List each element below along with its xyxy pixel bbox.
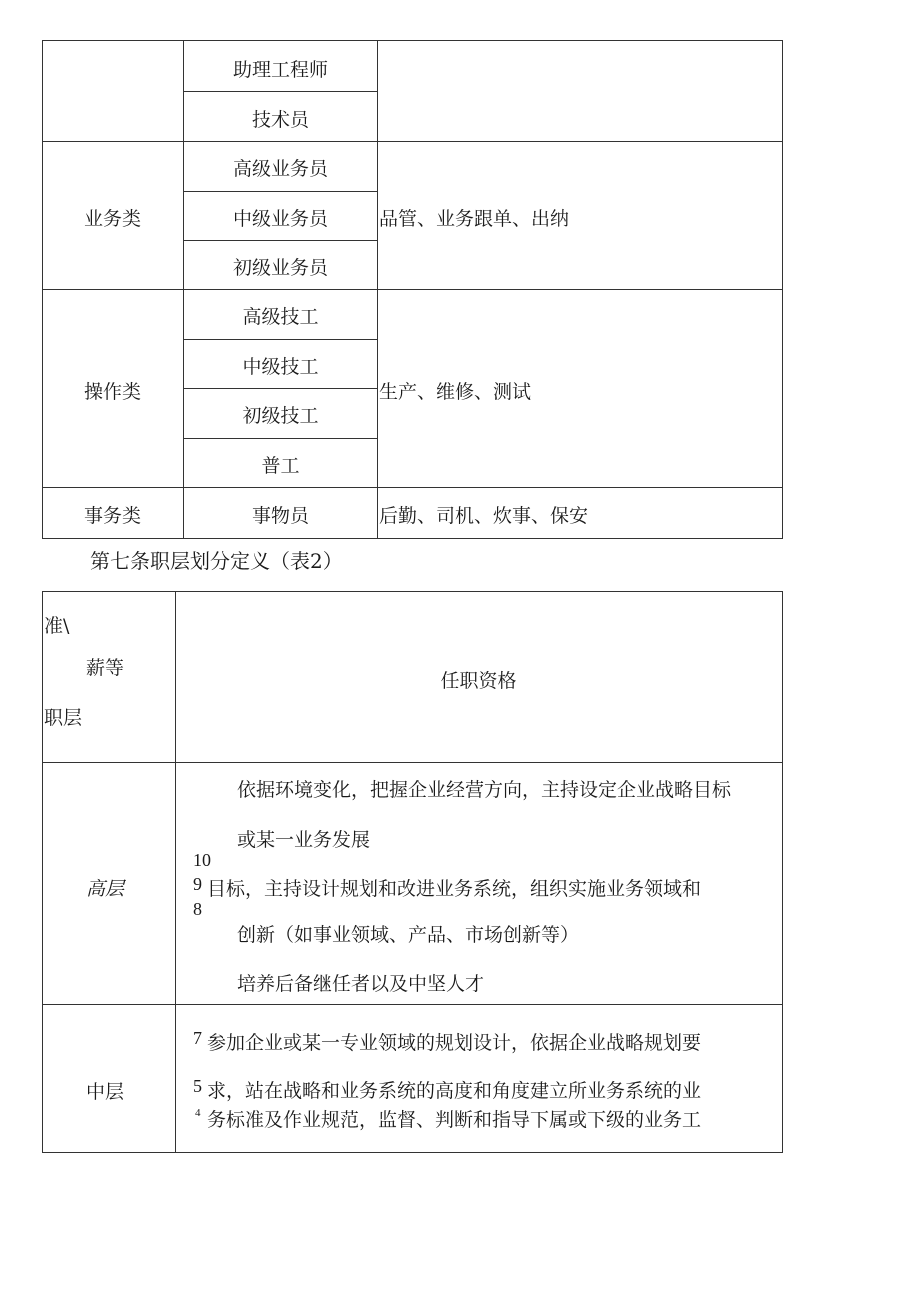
qualification-line: 依据环境变化，把握企业经营方向，主持设定企业战略目标 — [237, 779, 732, 801]
level-cell: 初级技工 — [242, 405, 319, 427]
duties-cell: 后勤、司机、炊事、保安 — [379, 505, 589, 527]
level-cell: 高级业务员 — [232, 158, 328, 180]
duties-cell: 生产、维修、测试 — [379, 381, 532, 403]
level-cell: 普工 — [261, 455, 300, 477]
qualification-line: 参加企业或某一专业领域的规划设计，依据企业战略规划要 — [207, 1032, 702, 1054]
duties-cell: 品管、业务跟单、出纳 — [379, 208, 570, 230]
level-cell: 技术员 — [251, 109, 309, 131]
qualification-line: 目标，主持设计规划和改进业务系统，组织实施业务领域和 — [207, 878, 702, 900]
qualification-line: 务标准及作业规范，监督、判断和指导下属或下级的业务工 — [207, 1109, 702, 1131]
grade-number: 8 — [193, 899, 202, 919]
category-cell: 事务类 — [83, 505, 141, 527]
level-cell: 助理工程师 — [232, 59, 328, 81]
corner-header-line: 薪等 — [86, 657, 125, 679]
qualification-line: 或某一业务发展 — [237, 829, 371, 851]
level-cell: 中级业务员 — [232, 208, 328, 230]
category-cell: 操作类 — [83, 381, 141, 403]
rank-label-high: 高层 — [86, 878, 125, 900]
grade-number: 5 — [193, 1076, 202, 1096]
qualification-line: 创新（如事业领域、产品、市场创新等） — [237, 924, 580, 946]
qualification-line: 培养后备继任者以及中坚人才 — [237, 973, 485, 995]
qualification-line: 求，站在战略和业务系统的高度和角度建立所业务系统的业 — [207, 1080, 702, 1102]
corner-header-line: 准\ — [44, 615, 70, 637]
corner-header-line: 职层 — [44, 707, 83, 729]
level-cell: 中级技工 — [242, 356, 319, 378]
grade-number: 4 — [195, 1107, 201, 1119]
level-cell: 初级业务员 — [232, 257, 328, 279]
grade-number: 10 — [193, 850, 211, 870]
section-heading: 第七条职层划分定义（表2） — [90, 549, 343, 573]
grade-number: 7 — [193, 1028, 202, 1048]
qualification-header: 任职资格 — [440, 670, 517, 692]
grade-number: 9 — [193, 874, 202, 894]
level-cell: 事物员 — [251, 505, 309, 527]
level-cell: 高级技工 — [242, 306, 319, 328]
rank-label-mid: 中层 — [86, 1081, 125, 1103]
category-cell: 业务类 — [83, 208, 141, 230]
